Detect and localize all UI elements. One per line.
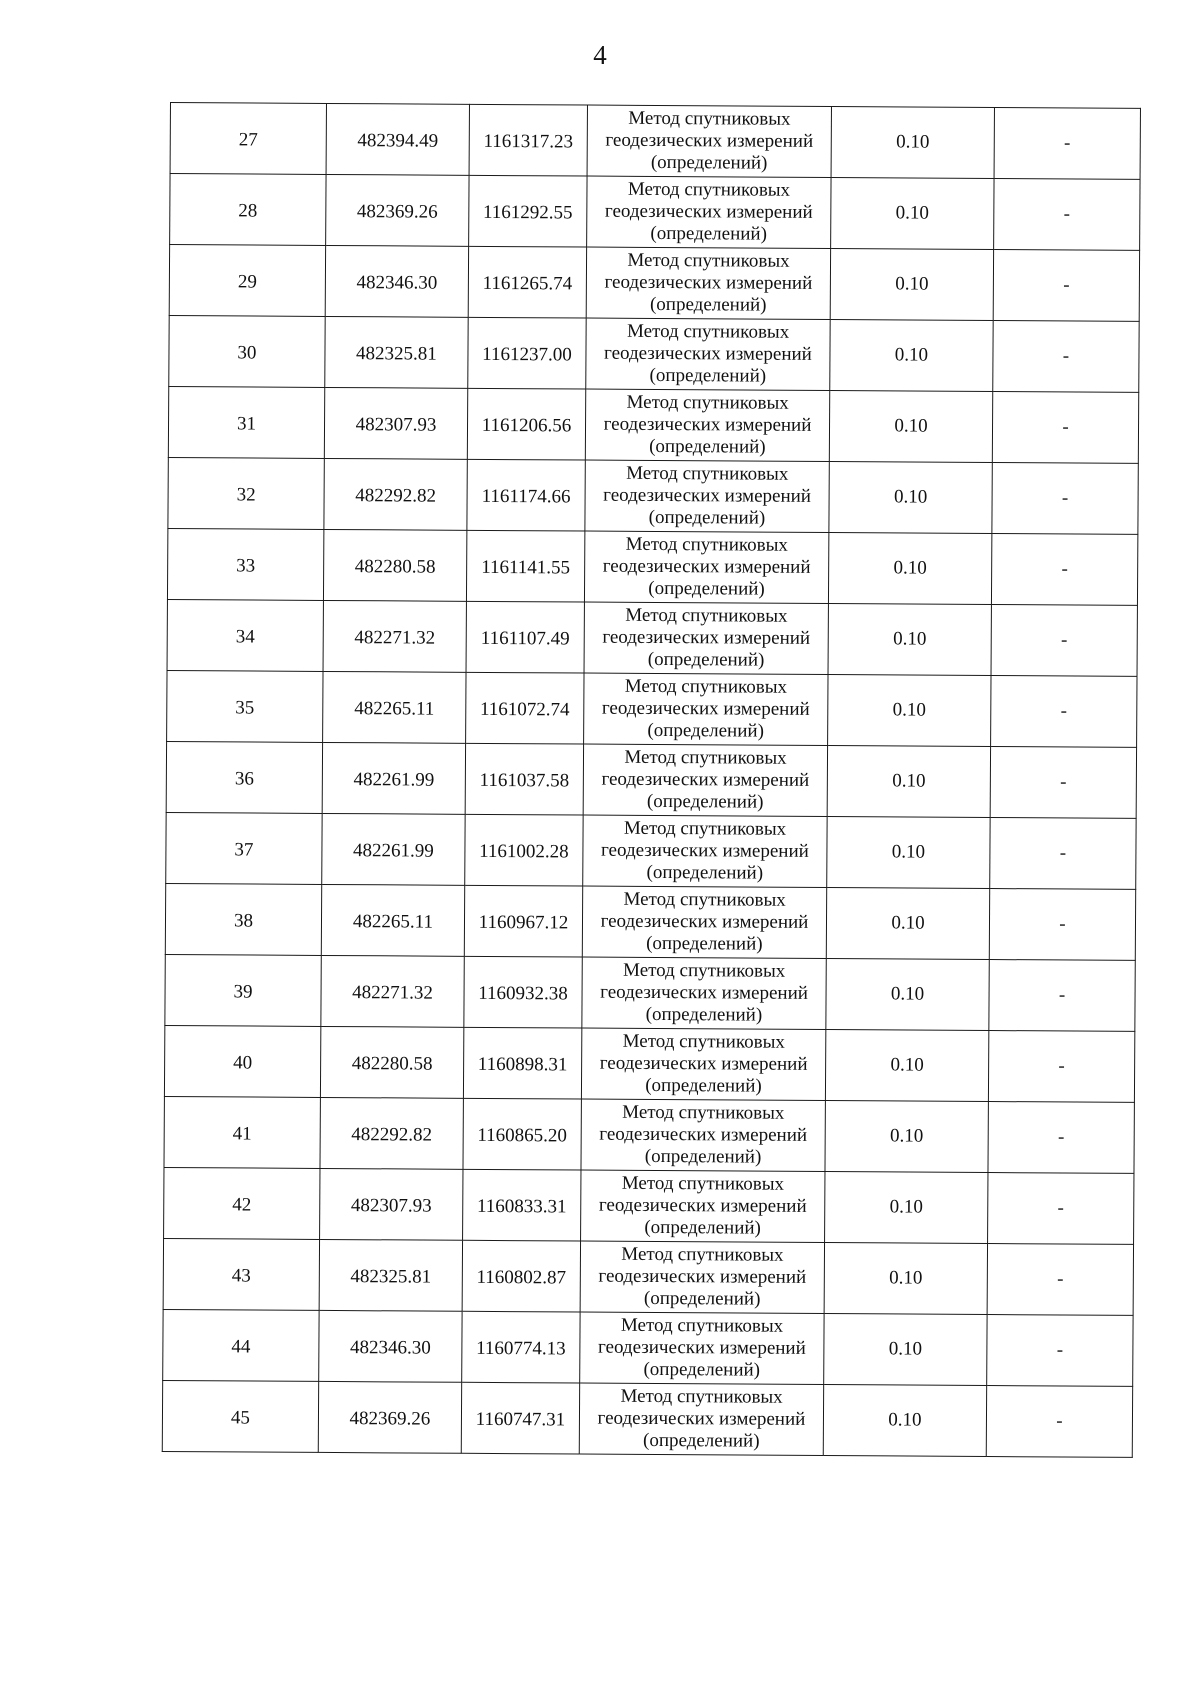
method-cell [583,744,827,816]
note-cell-text: - [1058,1055,1065,1077]
note-cell-text: - [1057,1268,1064,1290]
note-cell [988,1102,1134,1174]
y-coordinate-cell-text: 1161237.00 [482,343,572,366]
method-cell [586,318,830,390]
table-row [163,1309,1133,1386]
method-cell [587,105,831,177]
table-row [167,670,1137,747]
y-coordinate-cell [466,530,584,602]
accuracy-cell [830,320,993,392]
method-line: (определений) [649,293,767,316]
note-cell [989,889,1135,961]
accuracy-cell [828,604,991,676]
accuracy-cell-text: 0.10 [891,912,925,934]
accuracy-cell-text: 0.10 [893,557,927,579]
point-number-cell-text: 41 [232,1123,252,1145]
note-cell-text: - [1064,132,1071,154]
point-number-cell [166,812,322,884]
x-coordinate-cell-text: 482265.11 [354,698,435,720]
x-coordinate-cell-text: 482280.58 [354,556,436,578]
point-number-cell [164,1025,320,1097]
method-cell [581,1099,825,1171]
y-coordinate-cell-text: 1160932.38 [478,982,568,1005]
x-coordinate-cell [320,1026,463,1098]
method-line: Метод спутниковых [625,533,788,556]
method-line: геодезических измерений [605,129,814,152]
method-cell [584,602,828,674]
method-line: (определений) [648,506,766,529]
y-coordinate-cell [468,317,586,389]
table-row [162,1380,1132,1457]
method-line: Метод спутниковых [620,1314,784,1337]
note-cell [993,321,1139,393]
accuracy-cell [827,746,990,818]
table-row [166,741,1136,818]
method-line: Метод спутниковых [626,391,789,414]
y-coordinate-cell-text: 1160747.31 [475,1408,566,1431]
method-line: Метод спутниковых [625,604,788,627]
table-row [169,315,1139,392]
x-coordinate-cell-text: 482292.82 [351,1124,433,1146]
note-cell [990,747,1136,819]
method-line: (определений) [646,932,763,955]
y-coordinate-cell-text: 1160967.12 [478,911,569,934]
method-line: (определений) [647,648,765,671]
x-coordinate-cell-text: 482271.32 [354,627,436,649]
accuracy-cell-text: 0.10 [890,1125,924,1147]
y-coordinate-cell [463,1027,581,1099]
accuracy-cell-text: 0.10 [894,415,928,437]
method-line: Метод спутниковых [624,746,787,769]
y-coordinate-cell [466,672,584,744]
method-line: (определений) [645,1003,763,1026]
y-coordinate-cell [462,1240,580,1312]
method-cell [581,1170,825,1242]
method-line: Метод спутниковых [620,1385,783,1408]
accuracy-cell [824,1314,987,1386]
y-coordinate-cell [469,104,587,176]
accuracy-cell [831,178,994,250]
note-cell-text: - [1061,487,1069,509]
method-cell [585,460,829,532]
note-cell-text: - [1056,1339,1064,1361]
point-number-cell-text: 34 [235,626,255,648]
accuracy-cell-text: 0.10 [892,770,926,792]
coordinates-table-wrapper [162,102,1140,1458]
point-number-cell [168,386,324,458]
accuracy-cell-text: 0.10 [889,1196,923,1218]
table-row [163,1238,1133,1315]
accuracy-cell-text: 0.10 [891,841,926,863]
table-row [170,103,1140,180]
method-cell [587,176,831,248]
accuracy-cell [830,249,993,321]
point-number-cell-text: 44 [231,1336,251,1358]
accuracy-cell [825,1030,988,1102]
y-coordinate-cell [466,601,584,673]
x-coordinate-cell-text: 482369.26 [356,201,438,223]
x-coordinate-cell [320,1168,463,1240]
accuracy-cell-text: 0.10 [888,1409,922,1431]
accuracy-cell [826,888,989,960]
table-row [166,812,1136,889]
point-number-cell-text: 30 [237,342,257,364]
table-row [168,386,1138,463]
accuracy-cell-text: 0.10 [893,486,928,508]
method-cell [584,531,828,603]
method-line: геодезических измерений [603,484,812,507]
accuracy-cell [824,1243,987,1315]
point-number-cell [165,954,321,1026]
y-coordinate-cell [464,956,582,1028]
x-coordinate-cell [324,387,467,459]
x-coordinate-cell-text: 482346.30 [356,272,438,294]
method-line: Метод спутниковых [627,178,791,201]
note-cell-text: - [1057,1126,1065,1148]
y-coordinate-cell [467,388,585,460]
note-cell-text: - [1063,274,1070,296]
method-line: (определений) [644,1216,761,1239]
note-cell [987,1244,1133,1316]
note-cell [991,676,1137,748]
y-coordinate-cell [461,1382,579,1454]
method-line: геодезических измерений [604,200,813,223]
note-cell [991,534,1137,606]
point-number-cell-text: 43 [231,1265,251,1287]
method-line: геодезических измерений [598,1194,807,1217]
x-coordinate-cell-text: 482325.81 [350,1266,432,1288]
x-coordinate-cell [320,1097,463,1169]
table-row [164,1096,1134,1173]
x-coordinate-cell [319,1310,462,1382]
method-cell [582,886,826,958]
note-cell-text: - [1060,771,1067,793]
method-line: геодезических измерений [604,342,812,365]
accuracy-cell-text: 0.10 [894,344,929,366]
note-cell [991,605,1137,677]
x-coordinate-cell [324,458,467,530]
method-line: Метод спутниковых [623,817,787,840]
note-cell-text: - [1062,345,1070,367]
y-coordinate-cell [469,175,587,247]
x-coordinate-cell-text: 482271.32 [352,982,434,1004]
y-coordinate-cell [463,1098,581,1170]
point-number-cell-text: 38 [233,910,254,932]
y-coordinate-cell-text: 1161174.66 [481,485,571,508]
point-number-cell [170,103,326,175]
point-number-cell-text: 28 [238,200,258,222]
method-line: геодезических измерений [600,981,809,1004]
note-cell-text: - [1063,203,1071,225]
accuracy-cell [829,391,992,463]
method-line: Метод спутниковых [621,1172,785,1195]
note-cell [994,179,1140,251]
note-cell [990,818,1136,890]
point-number-cell [164,1167,320,1239]
y-coordinate-cell [465,814,583,886]
method-line: геодезических измерений [597,1336,806,1359]
note-cell [993,250,1139,322]
note-cell-text: - [1059,913,1066,935]
y-coordinate-cell-text: 1161265.74 [482,272,573,295]
accuracy-cell-text: 0.10 [888,1338,923,1360]
method-line: (определений) [644,1145,762,1168]
x-coordinate-cell [323,671,466,743]
method-line: (определений) [647,719,764,742]
method-line: (определений) [643,1358,761,1381]
accuracy-cell-text: 0.10 [889,1267,923,1289]
accuracy-cell-text: 0.10 [895,202,930,224]
point-number-cell-text: 42 [232,1194,252,1216]
method-line: Метод спутниковых [626,320,790,343]
method-cell [584,673,828,745]
point-number-cell [169,315,325,387]
method-line: Метод спутниковых [622,1030,785,1053]
method-line: Метод спутниковых [628,107,791,130]
method-line: (определений) [650,222,768,245]
method-cell [579,1383,823,1455]
y-coordinate-cell [465,743,583,815]
note-cell [987,1315,1133,1387]
accuracy-cell [831,107,994,179]
method-line: Метод спутниковых [624,675,788,698]
table-row [164,1025,1134,1102]
method-cell [586,247,830,319]
point-number-cell-text: 39 [233,981,253,1003]
x-coordinate-cell-text: 482369.26 [349,1408,431,1430]
table-row [165,954,1135,1031]
accuracy-cell-text: 0.10 [890,1054,924,1076]
point-number-cell [165,883,321,955]
method-line: Метод спутниковых [626,462,789,485]
method-line: (определений) [643,1429,760,1452]
accuracy-cell [825,1172,988,1244]
method-line: геодезических измерений [597,1407,806,1430]
method-line: геодезических измерений [604,271,813,294]
x-coordinate-cell [319,1239,462,1311]
note-cell [988,1173,1134,1245]
x-coordinate-cell [322,742,465,814]
accuracy-cell-text: 0.10 [892,699,926,721]
note-cell-text: - [1062,416,1069,438]
y-coordinate-cell [462,1311,580,1383]
point-number-cell-text: 40 [233,1052,253,1074]
note-cell [992,463,1138,535]
method-line: геодезических измерений [600,910,809,933]
note-cell-text: - [1058,984,1066,1006]
page-number: 4 [593,40,607,70]
x-coordinate-cell [323,529,466,601]
method-line: геодезических измерений [601,697,810,720]
method-line: (определений) [643,1287,761,1310]
x-coordinate-cell [326,174,469,246]
point-number-cell [170,174,326,246]
method-line: геодезических измерений [601,768,810,791]
method-line: Метод спутниковых [622,1101,785,1124]
table-row [167,599,1137,676]
x-coordinate-cell-text: 482307.93 [350,1195,432,1217]
method-line: (определений) [646,861,764,884]
y-coordinate-cell-text: 1160802.87 [476,1266,567,1289]
method-line: Метод спутниковых [623,959,786,982]
coordinates-table [162,102,1141,1458]
method-line: геодезических измерений [599,1123,808,1146]
accuracy-cell-text: 0.10 [896,131,930,153]
y-coordinate-cell-text: 1161292.55 [482,201,573,224]
note-cell [986,1386,1132,1458]
point-number-cell [164,1096,320,1168]
x-coordinate-cell [321,884,464,956]
y-coordinate-cell-text: 1161317.23 [483,130,574,153]
accuracy-cell [823,1385,986,1457]
y-coordinate-cell-text: 1161107.49 [480,627,570,650]
accuracy-cell [827,817,990,889]
x-coordinate-cell-text: 482280.58 [351,1053,433,1075]
y-coordinate-cell [464,885,582,957]
x-coordinate-cell [325,316,468,388]
table-row [168,457,1138,534]
point-number-cell-text: 37 [234,839,254,861]
method-line: (определений) [650,151,768,174]
x-coordinate-cell-text: 482394.49 [357,130,439,152]
point-number-cell-text: 35 [235,697,255,719]
method-line: (определений) [645,1074,762,1097]
accuracy-cell [828,675,991,747]
accuracy-cell [829,462,992,534]
y-coordinate-cell-text: 1160898.31 [477,1053,568,1076]
x-coordinate-cell [323,600,466,672]
y-coordinate-cell-text: 1161072.74 [479,698,570,721]
note-cell-text: - [1061,558,1068,580]
table-row [167,528,1137,605]
note-cell [988,1031,1134,1103]
note-cell-text: - [1057,1197,1064,1219]
accuracy-cell [826,959,989,1031]
table-row [169,245,1139,322]
accuracy-cell-text: 0.10 [893,628,927,650]
method-cell [580,1312,824,1384]
accuracy-cell-text: 0.10 [895,273,929,295]
x-coordinate-cell-text: 482292.82 [355,485,437,507]
method-cell [581,1028,825,1100]
method-line: (определений) [649,364,767,387]
point-number-cell [163,1238,319,1310]
x-coordinate-cell-text: 482346.30 [349,1337,431,1359]
accuracy-cell-text: 0.10 [890,983,925,1005]
x-coordinate-cell [318,1381,461,1453]
method-line: геодезических измерений [602,555,811,578]
note-cell [989,960,1135,1032]
point-number-cell [167,528,323,600]
y-coordinate-cell-text: 1161206.56 [481,414,572,437]
point-number-cell-text: 33 [236,555,256,577]
point-number-cell [163,1309,319,1381]
method-line: (определений) [648,577,765,600]
method-line: геодезических измерений [600,839,809,862]
point-number-cell [169,245,325,317]
method-line: геодезических измерений [603,413,812,436]
point-number-cell-text: 29 [237,271,257,293]
point-number-cell-text: 31 [236,413,257,435]
point-number-cell-text: 32 [236,484,256,506]
method-line: (определений) [649,435,766,458]
method-line: геодезических измерений [598,1265,807,1288]
point-number-cell-text: 27 [238,129,258,151]
y-coordinate-cell [467,459,585,531]
note-cell-text: - [1059,842,1067,864]
note-cell [992,392,1138,464]
y-coordinate-cell-text: 1161002.28 [479,840,569,863]
x-coordinate-cell [322,813,465,885]
method-cell [580,1241,824,1313]
note-cell-text: - [1060,629,1068,651]
note-cell [994,108,1140,180]
point-number-cell [168,457,324,529]
x-coordinate-cell [325,245,468,317]
point-number-cell [166,741,322,813]
y-coordinate-cell-text: 1160774.13 [476,1337,566,1360]
y-coordinate-cell-text: 1161141.55 [481,556,571,579]
method-line: геодезических измерений [602,626,811,649]
method-line: Метод спутниковых [623,888,786,911]
method-line: Метод спутниковых [621,1243,784,1266]
method-cell [583,815,827,887]
table-row [165,883,1135,960]
x-coordinate-cell-text: 482307.93 [355,414,437,436]
method-line: Метод спутниковых [627,249,790,272]
x-coordinate-cell-text: 482325.81 [356,343,437,365]
method-cell [585,389,829,461]
point-number-cell [167,670,323,742]
x-coordinate-cell [321,955,464,1027]
x-coordinate-cell-text: 482261.99 [352,840,434,862]
note-cell-text: - [1056,1410,1063,1432]
x-coordinate-cell-text: 482265.11 [352,911,434,933]
table-row [170,174,1140,251]
method-cell [582,957,826,1029]
point-number-cell [162,1380,318,1452]
point-number-cell [167,599,323,671]
point-number-cell-text: 36 [234,768,254,790]
y-coordinate-cell-text: 1160865.20 [477,1124,568,1147]
method-line: геодезических измерений [599,1052,808,1075]
x-coordinate-cell-text: 482261.99 [353,769,435,791]
y-coordinate-cell-text: 1160833.31 [476,1195,567,1218]
table-row [164,1167,1134,1244]
accuracy-cell [828,533,991,605]
y-coordinate-cell [463,1169,581,1241]
y-coordinate-cell-text: 1161037.58 [479,769,570,792]
accuracy-cell [825,1101,988,1173]
method-line: (определений) [646,790,764,813]
point-number-cell-text: 45 [230,1407,251,1429]
coordinates-table-body [162,103,1140,1458]
y-coordinate-cell [468,246,586,318]
note-cell-text: - [1060,700,1068,722]
x-coordinate-cell [326,103,469,175]
